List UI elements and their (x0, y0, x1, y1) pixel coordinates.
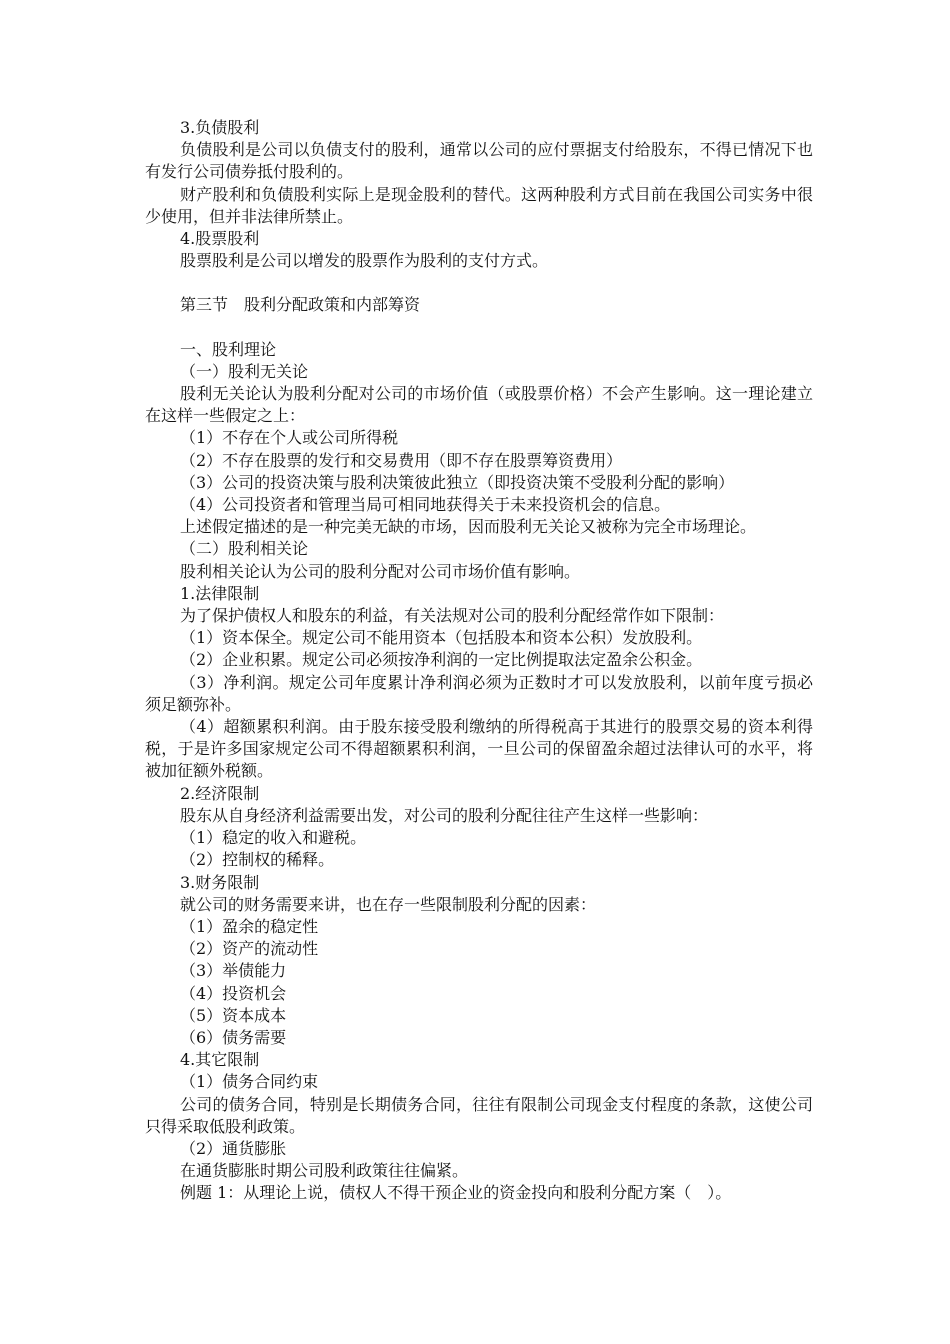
spacer (145, 317, 813, 339)
paragraph: 股票股利是公司以增发的股票作为股利的支付方式。 (180, 251, 549, 271)
list-item: （1）资本保全。规定公司不能用资本（包括股本和资本公积）发放股利。 (180, 628, 703, 648)
paragraph: 股利无关论认为股利分配对公司的市场价值（或股票价格）不会产生影响。这一理论建立在这样一些假定之上： (145, 384, 813, 426)
paragraph: 负债股利是公司以负债支付的股利，通常以公司的应付票据支付给股东，不得已情况下也有发行公司债券抵付股利的。 (145, 140, 813, 182)
paragraph: 为了保护债权人和股东的利益，有关法规对公司的股利分配经常作如下限制： (180, 606, 725, 626)
heading-financial-limits: 3.财务限制 (180, 872, 260, 892)
example-question: 例题 1：从理论上说，债权人不得干预企业的资金投向和股利分配方案（ ）。 (180, 1183, 732, 1203)
list-item: （6）债务需要 (180, 1027, 287, 1047)
heading-debt-dividend: 3.负债股利 (180, 118, 260, 137)
heading-economic-limits: 2.经济限制 (180, 783, 260, 803)
list-item: （3）公司的投资决策与股利决策彼此独立（即投资决策不受股利分配的影响） (180, 472, 735, 492)
list-item: （1）不存在个人或公司所得税 (180, 428, 399, 448)
heading-stock-dividend: 4.股票股利 (180, 229, 260, 249)
list-item: （4）公司投资者和管理当局可相同地获得关于未来投资机会的信息。 (180, 495, 671, 515)
list-item: （5）资本成本 (180, 1005, 287, 1025)
heading-legal-limits: 1.法律限制 (180, 583, 260, 603)
heading-dividend-theory: 一、股利理论 (180, 339, 277, 359)
paragraph: 股东从自身经济利益需要出发，对公司的股利分配往往产生这样一些影响： (180, 805, 709, 825)
list-item: （1）稳定的收入和避税。 (180, 828, 367, 848)
list-item: （2）资产的流动性 (180, 939, 319, 959)
section-title: 第三节 股利分配政策和内部筹资 (180, 295, 421, 315)
subheading: （一）股利无关论 (180, 361, 309, 381)
list-item: （4）投资机会 (180, 983, 287, 1003)
paragraph: 上述假定描述的是一种完美无缺的市场，因而股利无关论又被称为完全市场理论。 (180, 517, 757, 537)
document-body (145, 117, 813, 1205)
list-item: （2）通货膨胀 (180, 1138, 287, 1158)
list-item: （3）净利润。规定公司年度累计净利润必须为正数时才可以发放股利，以前年度亏损必须足额弥补。 (145, 672, 813, 714)
list-item: （2）控制权的稀释。 (180, 850, 335, 870)
paragraph: 公司的债务合同，特别是长期债务合同，往往有限制公司现金支付程度的条款，这使公司只得采取低股利政策。 (145, 1094, 813, 1136)
list-item: （4）超额累积利润。由于股东接受股利缴纳的所得税高于其进行的股票交易的资本利得税，于是许多国家规定公司不得超额累积利润，一旦公司的保留盈余超过法律认可的水平，将被加征额外税额。 (145, 717, 813, 781)
list-item: （2）不存在股票的发行和交易费用（即不存在股票筹资费用） (180, 450, 623, 470)
subheading: （二）股利相关论 (180, 539, 309, 559)
list-item: （2）企业积累。规定公司必须按净利润的一定比例提取法定盈余公积金。 (180, 650, 703, 670)
paragraph: 股利相关论认为公司的股利分配对公司市场价值有影响。 (180, 561, 581, 581)
list-item: （3）举债能力 (180, 961, 287, 981)
paragraph: 就公司的财务需要来讲，也在存一些限制股利分配的因素： (180, 894, 597, 914)
spacer (145, 272, 813, 294)
heading-other-limits: 4.其它限制 (180, 1050, 260, 1070)
list-item: （1）盈余的稳定性 (180, 916, 319, 936)
list-item: （1）债务合同约束 (180, 1072, 319, 1092)
paragraph: 在通货膨胀时期公司股利政策往往偏紧。 (180, 1161, 469, 1181)
paragraph: 财产股利和负债股利实际上是现金股利的替代。这两种股利方式目前在我国公司实务中很少使用，但并非法律所禁止。 (145, 184, 813, 226)
